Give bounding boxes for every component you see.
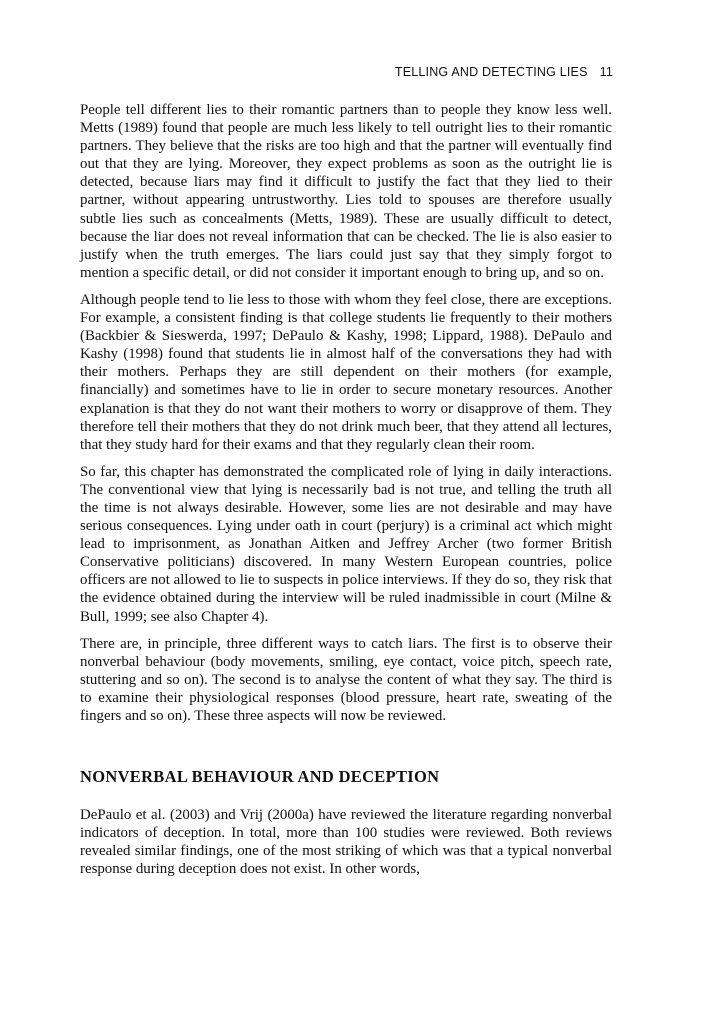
paragraph-three-ways: There are, in principle, three different ways to catch liars. The first is to observe their nonverbal behaviour (body movements, smiling, eye contact, voice pitch, speech rate, stuttering and so on). The second is to analyse the content of what they say. The third is to examine their physiological responses (blood pressure, heart rate, sweating of the fingers and so on). These three aspects will now be reviewed. xyxy=(80,635,612,724)
page-number: 11 xyxy=(599,65,613,79)
paragraph-romantic-partners: People tell different lies to their romantic partners than to people they know less well. Metts (1989) found that people are much less likely to tell outright lies to their romantic partners. They believe that the risks are too high and that the partner will eventually find out that they are lying. Moreover, they expect problems as soon as the outright lie is detected, because liars may find it difficult to justify the fact that they lied to their partner, without appearing untrustworthy. Lies told to spouses are therefore usually subtle lies such as concealments (Metts, 1989). These are usually difficult to detect, because the liar does not reveal information that can be checked. The lie is also easier to justify when the truth emerges. The liars could just say that they simply forgot to mention a specific detail, or did not consider it important enough to bring up, and so on. xyxy=(80,102,612,281)
running-title: TELLING AND DETECTING LIES xyxy=(394,65,588,79)
paragraph-nonverbal-review: DePaulo et al. (2003) and Vrij (2000a) have reviewed the literature regarding nonverbal indicators of deception. In total, more than 100 studies were reviewed. Both reviews revealed similar findings, one of the most striking of which was that a typical nonverbal response during deception does not exist. In other words, xyxy=(80,807,612,878)
paragraph-mothers: Although people tend to lie less to those with whom they feel close, there are exceptions. For example, a consistent finding is that college students lie frequently to their mothers (Backbier & Sieswerda, 1997; DePaulo & Kashy, 1998; Lippard, 1988). DePaulo and Kashy (1998) found that students lie in almost half of the conversations they had with their mothers. Perhaps they are still dependent on their mothers (for example, financially) and sometimes have to lie in order to secure monetary resources. Another explanation is that they do not want their mothers to worry or disapprove of them. They therefore tell their mothers that they do not drink much beer, that they attend all lectures, that they study hard for their exams and that they regularly clean their room. xyxy=(80,291,612,453)
running-header xyxy=(395,65,613,79)
section-heading: NONVERBAL BEHAVIOUR AND DECEPTION xyxy=(80,767,440,787)
page-body xyxy=(80,101,612,888)
paragraph-serious-consequences: So far, this chapter has demonstrated the complicated role of lying in daily interactions. The conventional view that lying is necessarily bad is not true, and telling the truth all the time is not always desirable. However, some lies are not desirable and may have serious consequences. Lying under oath in court (perjury) is a criminal act which might lead to imprisonment, as Jonathan Aitken and Jeffrey Archer (two former British Conservative politicians) discovered. In many Western European countries, police officers are not allowed to lie to suspects in police interviews. If they do so, they risk that the evidence obtained during the interview will be ruled inadmissible in court (Milne & Bull, 1999; see also Chapter 4). xyxy=(80,463,612,625)
